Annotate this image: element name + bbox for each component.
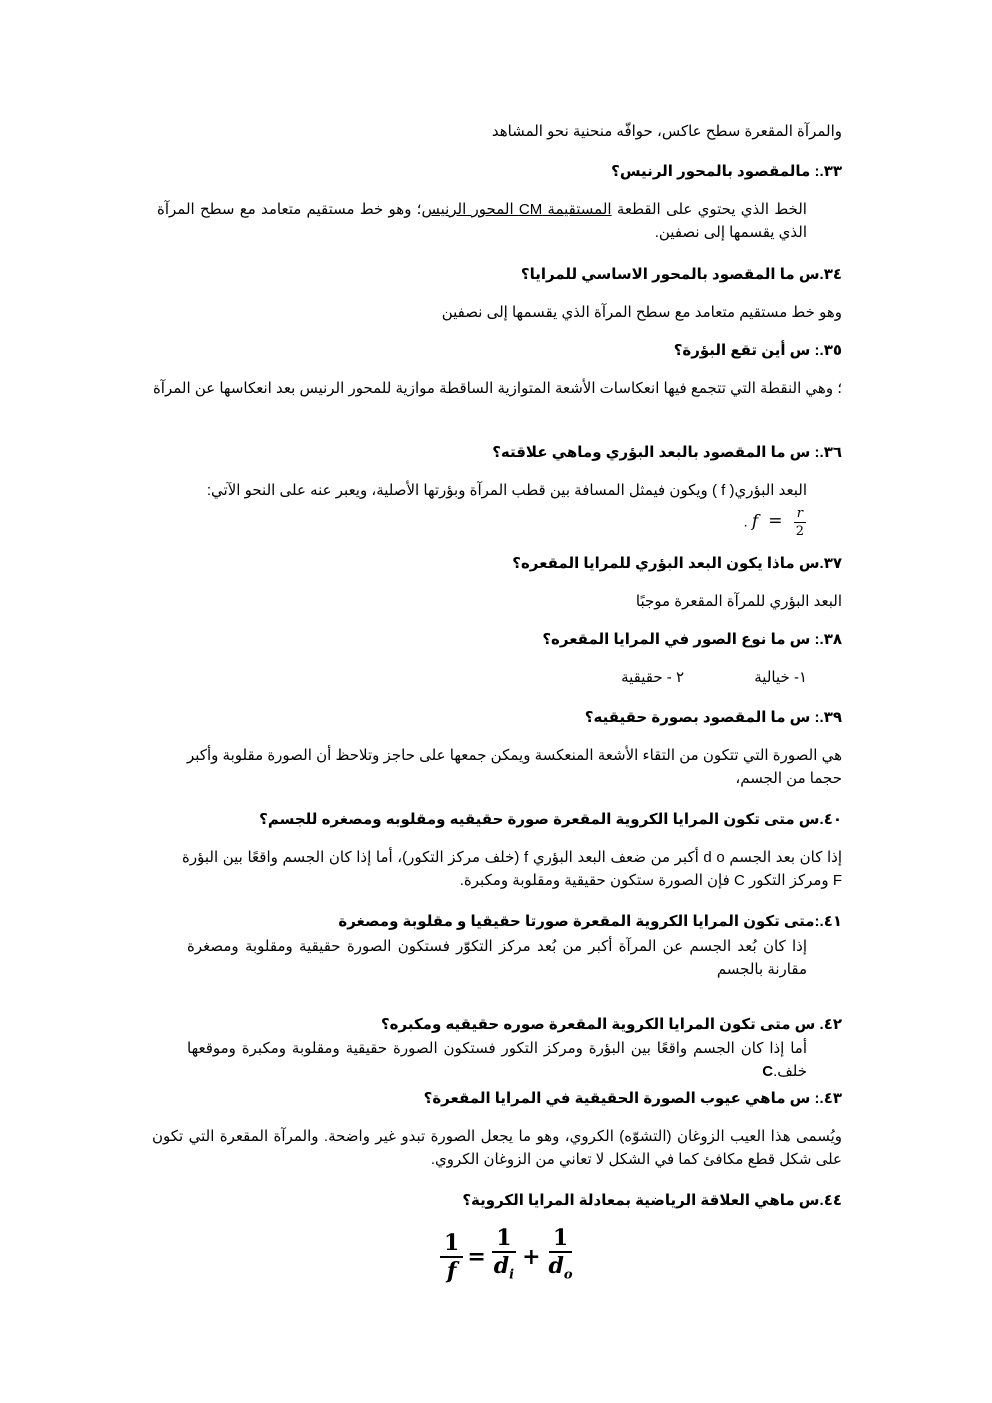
- answer-38-item2: ٢ - حقيقية: [621, 669, 684, 686]
- intro-line: والمرآة المقعرة سطح عاكس، حوافّه منحنية نحو المشاهد: [491, 123, 842, 140]
- formula-dot: .: [743, 513, 748, 531]
- answer-33: [157, 198, 807, 244]
- answer-36: البعد البؤري( f ) ويكون فيمثل المسافة بين قطب المرآة وبؤرتها الأصلية، ويعبر عنه على النحو الآتي:: [206, 482, 807, 499]
- equation-subscript-o: o: [563, 1267, 573, 1283]
- answer-42-letter-c: C: [762, 1063, 774, 1080]
- equation-lhs: [440, 1230, 463, 1284]
- question-44: ٤٤.س ماهي العلاقة الرياضية بمعادلة المرايا الكروية؟: [462, 1192, 842, 1209]
- answer-39: هي الصورة التي تتكون من التقاء الأشعة المنعكسة ويمكن جمعها على حاجز وتلاحظ أن الصورة مقلوبة وأكبر حجما من الجسم،: [187, 747, 842, 787]
- equation-subscript-i: i: [509, 1267, 515, 1283]
- answer-43: ويُسمى هذا العيب الزوغان (التشوّه) الكروي، وهو ما يجعل الصورة تبدو غير واضحة. والمرآة المقعرة التي تكون على شكل قطع مكافئ كما في الشكل لا تعاني من الزوغان الكروي.: [152, 1128, 842, 1168]
- answer-42-text: أما إذا كان الجسم واقعًا بين البؤرة ومركز التكور فستكون الصورة حقيقية ومقلوبة ومكبرة وموقعها خلف.: [187, 1040, 807, 1080]
- question-41: ٤١.:متى تكون المرايا الكروية المقعرة صورتا حقيقيا و مقلوبة ومصغرة: [338, 913, 842, 930]
- question-34: ٣٤.س ما المقصود بالمحور الاساسي للمرايا؟: [520, 266, 842, 283]
- question-42: ٤٢. س متى تكون المرايا الكروية المقعرة صوره حقيقيه ومكبره؟: [380, 1016, 842, 1033]
- mirror-equation: [440, 1225, 577, 1288]
- equation-term-di-numerator: 1: [492, 1225, 515, 1253]
- answer-33-underlined: المستقيمة CM المحور الرنيس: [421, 201, 612, 218]
- formula-equals: =: [768, 511, 783, 532]
- formula-denominator-2: 2: [795, 524, 804, 539]
- answer-35: ؛ وهي النقطة التي تتجمع فيها انعكاسات الأشعة المتوازية الساقطة موازية للمحور الرنيس بعد انعكاسها عن المرآة: [152, 380, 842, 397]
- answer-33-part2: ؛ وهو خط مستقيم متعامد مع سطح المرآة الذي يقسمها إلى نصفين.: [157, 201, 807, 241]
- equation-term-do-numerator: 1: [549, 1225, 572, 1253]
- answer-36-formula: [607, 505, 807, 540]
- answer-38-item1: ١- خيالية: [754, 669, 807, 686]
- question-37: ٣٧.س ماذا يكون البعد البؤري للمرايا المقعره؟: [512, 555, 842, 572]
- answer-34: وهو خط مستقيم متعامد مع سطح المرآة الذي يقسمها إلى نصفين: [441, 304, 842, 321]
- equation-term-do-denominator: [545, 1253, 577, 1288]
- equation-plus: +: [522, 1243, 541, 1270]
- equation-d-symbol: d: [493, 1253, 510, 1279]
- formula-numerator-r: r: [794, 505, 806, 523]
- answer-40: إذا كان بعد الجسم d o أكبر من ضعف البعد البؤري f (خلف مركز التكور)، أما إذا كان الجسم واقعًا بين البؤرة F ومركز التكور C فإن الصورة ستكون حقيقية ومقلوبة ومكبرة.: [182, 849, 843, 889]
- question-40: ٤٠.س متى تكون المرايا الكروية المقعرة صورة حقيقيه ومقلوبه ومصغره للجسم؟: [259, 811, 842, 828]
- answer-41: إذا كان بُعد الجسم عن المرآة أكبر من بُعد مركز التكوّر فستكون الصورة حقيقية ومقلوبة ومصغرة مقارنة بالجسم: [187, 938, 807, 978]
- answer-42: [187, 1037, 807, 1083]
- equation-term-do: [545, 1225, 577, 1288]
- question-39: ٣٩.: س ما المقصود بصورة حقيقيه؟: [584, 709, 842, 726]
- question-43: ٤٣.: س ماهي عيوب الصورة الحقيقية في المرايا المقعرة؟: [423, 1090, 842, 1107]
- question-33: ٣٣.: مالمقصود بالمحور الرنيس؟: [611, 163, 842, 180]
- equation-term-di: [490, 1225, 518, 1288]
- question-38: ٣٨.: س ما نوع الصور في المرايا المقعره؟: [542, 631, 842, 648]
- answer-33-part1: الخط الذي يحتوي على القطعة: [611, 201, 807, 218]
- formula-f: f: [751, 511, 759, 532]
- equation-lhs-denominator: f: [446, 1257, 457, 1284]
- equation-lhs-numerator: 1: [440, 1230, 463, 1258]
- question-35: ٣٥.: س أين تقع البؤرة؟: [673, 342, 842, 359]
- formula-fraction: [793, 505, 807, 540]
- question-36: ٣٦.: س ما المقصود بالبعد البؤري وماهي علاقته؟: [492, 444, 842, 461]
- equation-term-di-denominator: [490, 1253, 518, 1288]
- equation-d-symbol-2: d: [548, 1253, 564, 1279]
- equation-equals: =: [467, 1243, 486, 1270]
- answer-37: البعد البؤري للمرآة المقعرة موجبًا: [635, 593, 842, 610]
